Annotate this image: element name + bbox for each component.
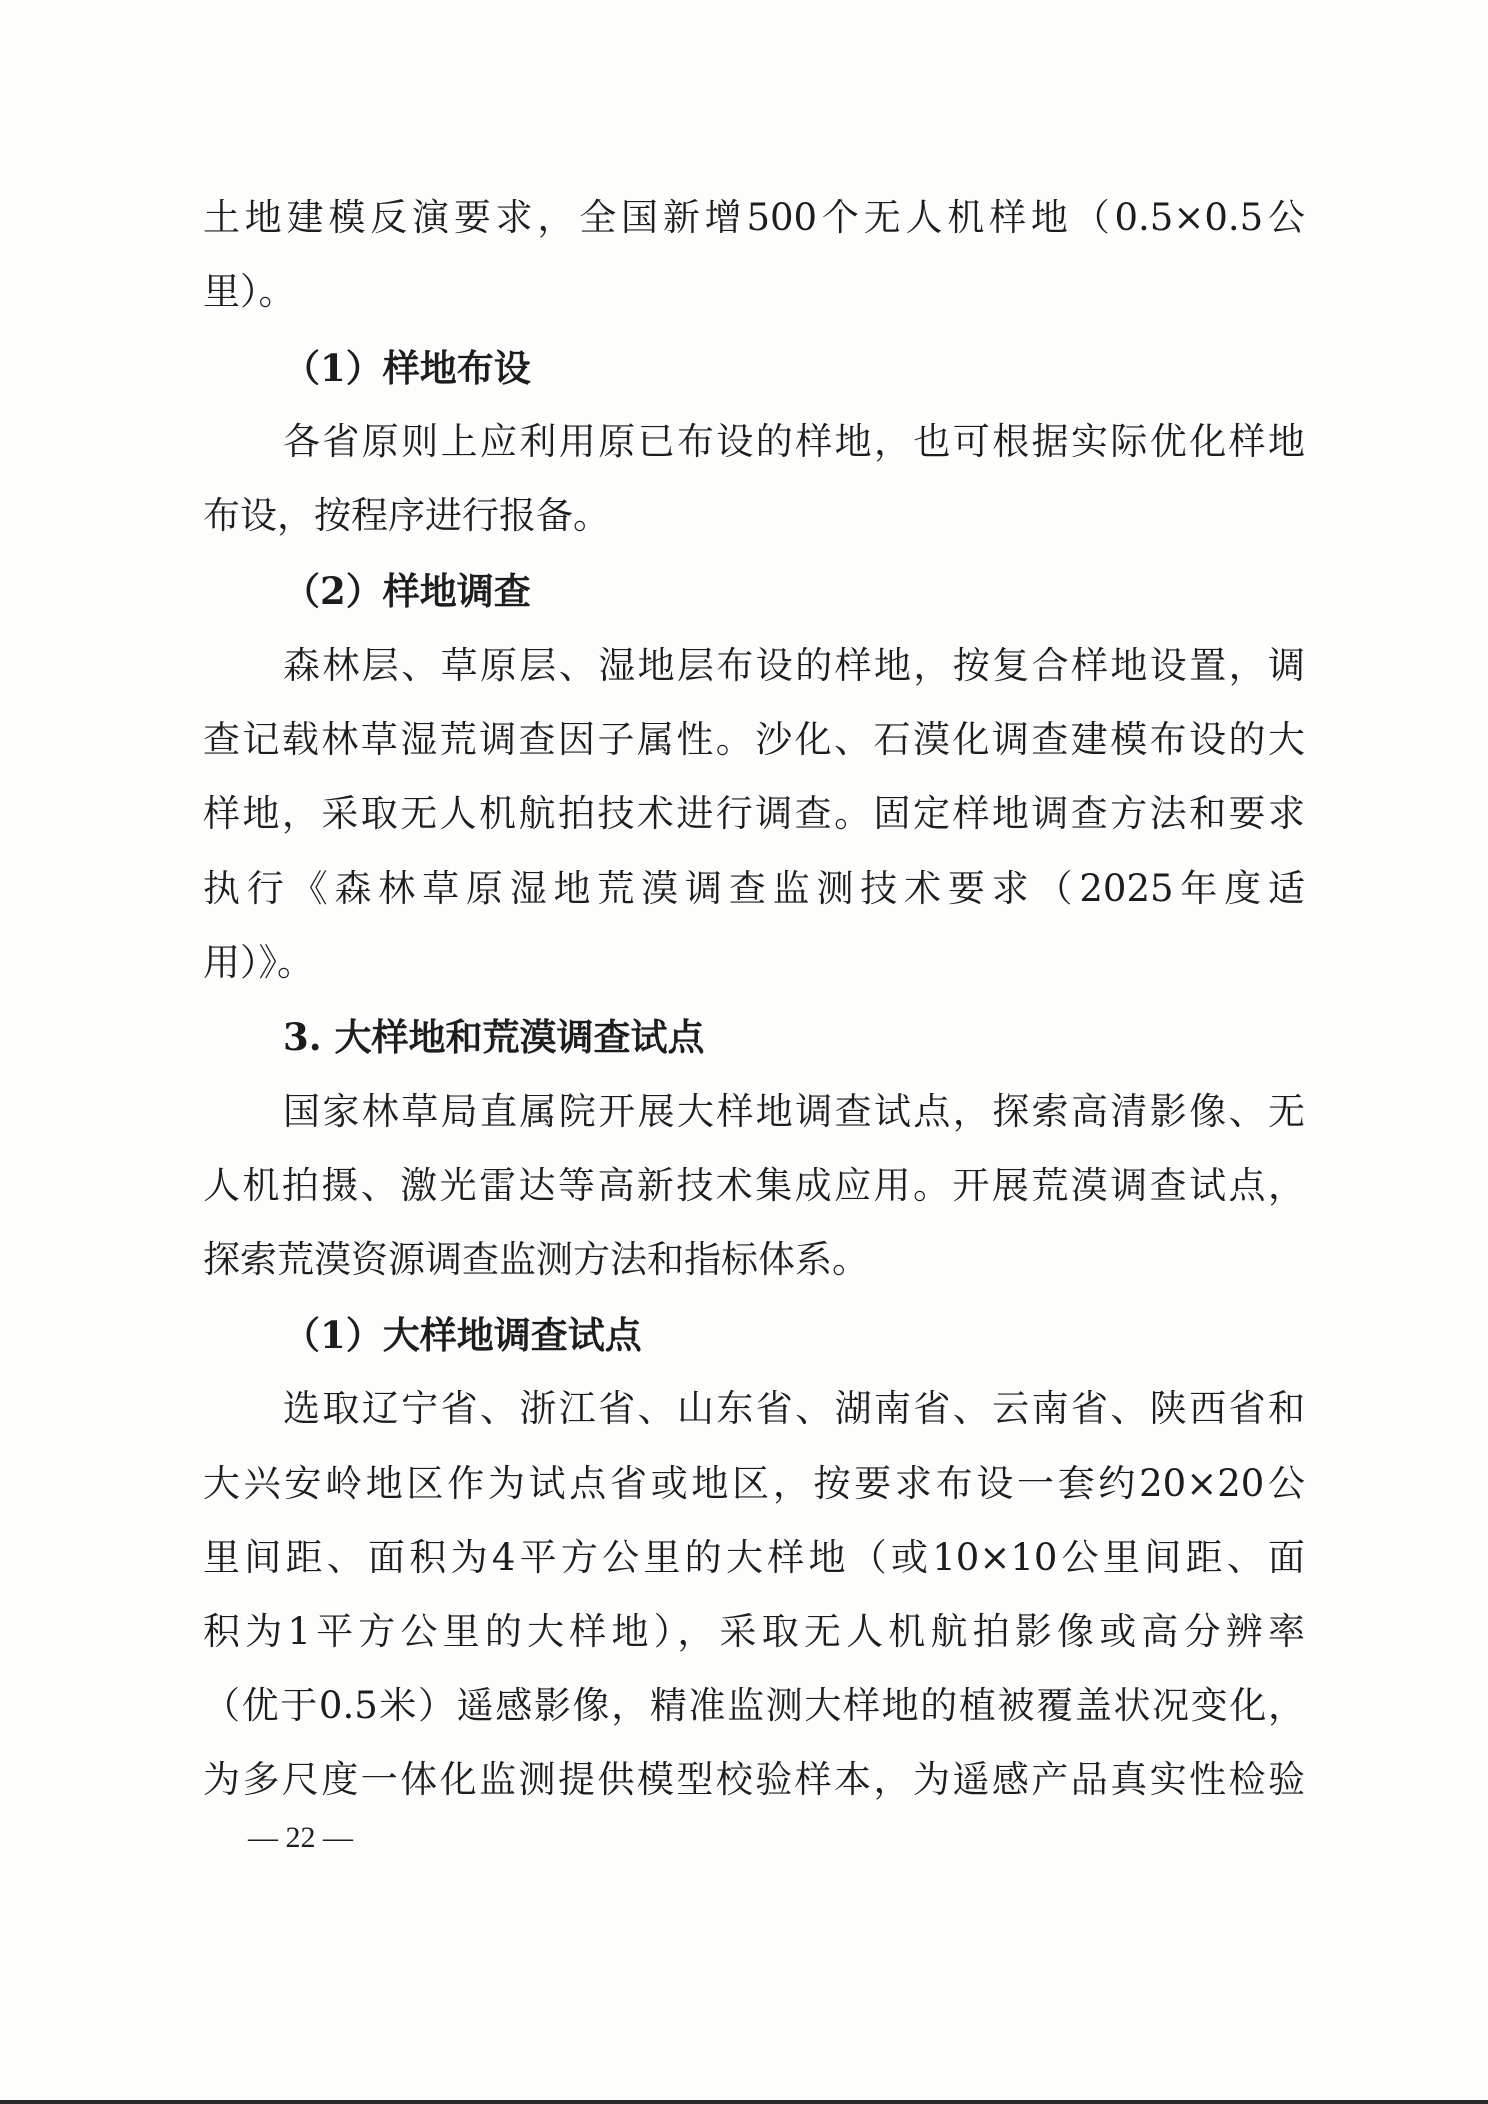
paragraph-line: 为多尺度一体化监测提供模型校验样本，为遥感产品真实性检验 [203,1758,1305,1801]
section-heading: 3. 大样地和荒漠调查试点 [283,1015,705,1059]
paragraph-line: 里）。 [203,270,296,313]
paragraph-line: 大兴安岭地区作为试点省或地区，按要求布设一套约20×20公 [203,1462,1305,1505]
subheading: （2）样地调查 [283,569,531,613]
paragraph-line: 积为1平方公里的大样地），采取无人机航拍影像或高分辨率 [203,1610,1305,1653]
paragraph-line: 选取辽宁省、浙江省、山东省、湖南省、云南省、陕西省和 [283,1387,1305,1430]
paragraph-line: 国家林草局直属院开展大样地调查试点，探索高清影像、无 [283,1090,1305,1133]
paragraph-line: 用）》。 [203,941,314,984]
scan-edge-divider [0,2100,1488,2104]
paragraph-line: 布设，按程序进行报备。 [203,494,610,537]
subheading: （1）样地布设 [283,346,531,390]
paragraph-line: 查记载林草湿荒调查因子属性。沙化、石漠化调查建模布设的大 [203,718,1305,761]
paragraph-line: 探索荒漠资源调查监测方法和指标体系。 [203,1238,869,1281]
subheading: （1）大样地调查试点 [283,1313,642,1357]
paragraph-line: 执行《森林草原湿地荒漠调查监测技术要求（2025年度适 [203,867,1305,910]
paragraph-line: 各省原则上应利用原已布设的样地，也可根据实际优化样地 [283,420,1305,463]
paragraph-line: 人机拍摄、激光雷达等高新技术集成应用。开展荒漠调查试点， [203,1164,1305,1207]
paragraph-line: （优于0.5米）遥感影像，精准监测大样地的植被覆盖状况变化， [203,1684,1305,1727]
paragraph-line: 土地建模反演要求，全国新增500个无人机样地（0.5×0.5公 [203,196,1305,239]
paragraph-line: 里间距、面积为4平方公里的大样地（或10×10公里间距、面 [203,1536,1305,1579]
paragraph-line: 森林层、草原层、湿地层布设的样地，按复合样地设置，调 [283,644,1305,687]
paragraph-line: 样地，采取无人机航拍技术进行调查。固定样地调查方法和要求 [203,792,1305,835]
page-number: — 22 — [248,1821,353,1854]
